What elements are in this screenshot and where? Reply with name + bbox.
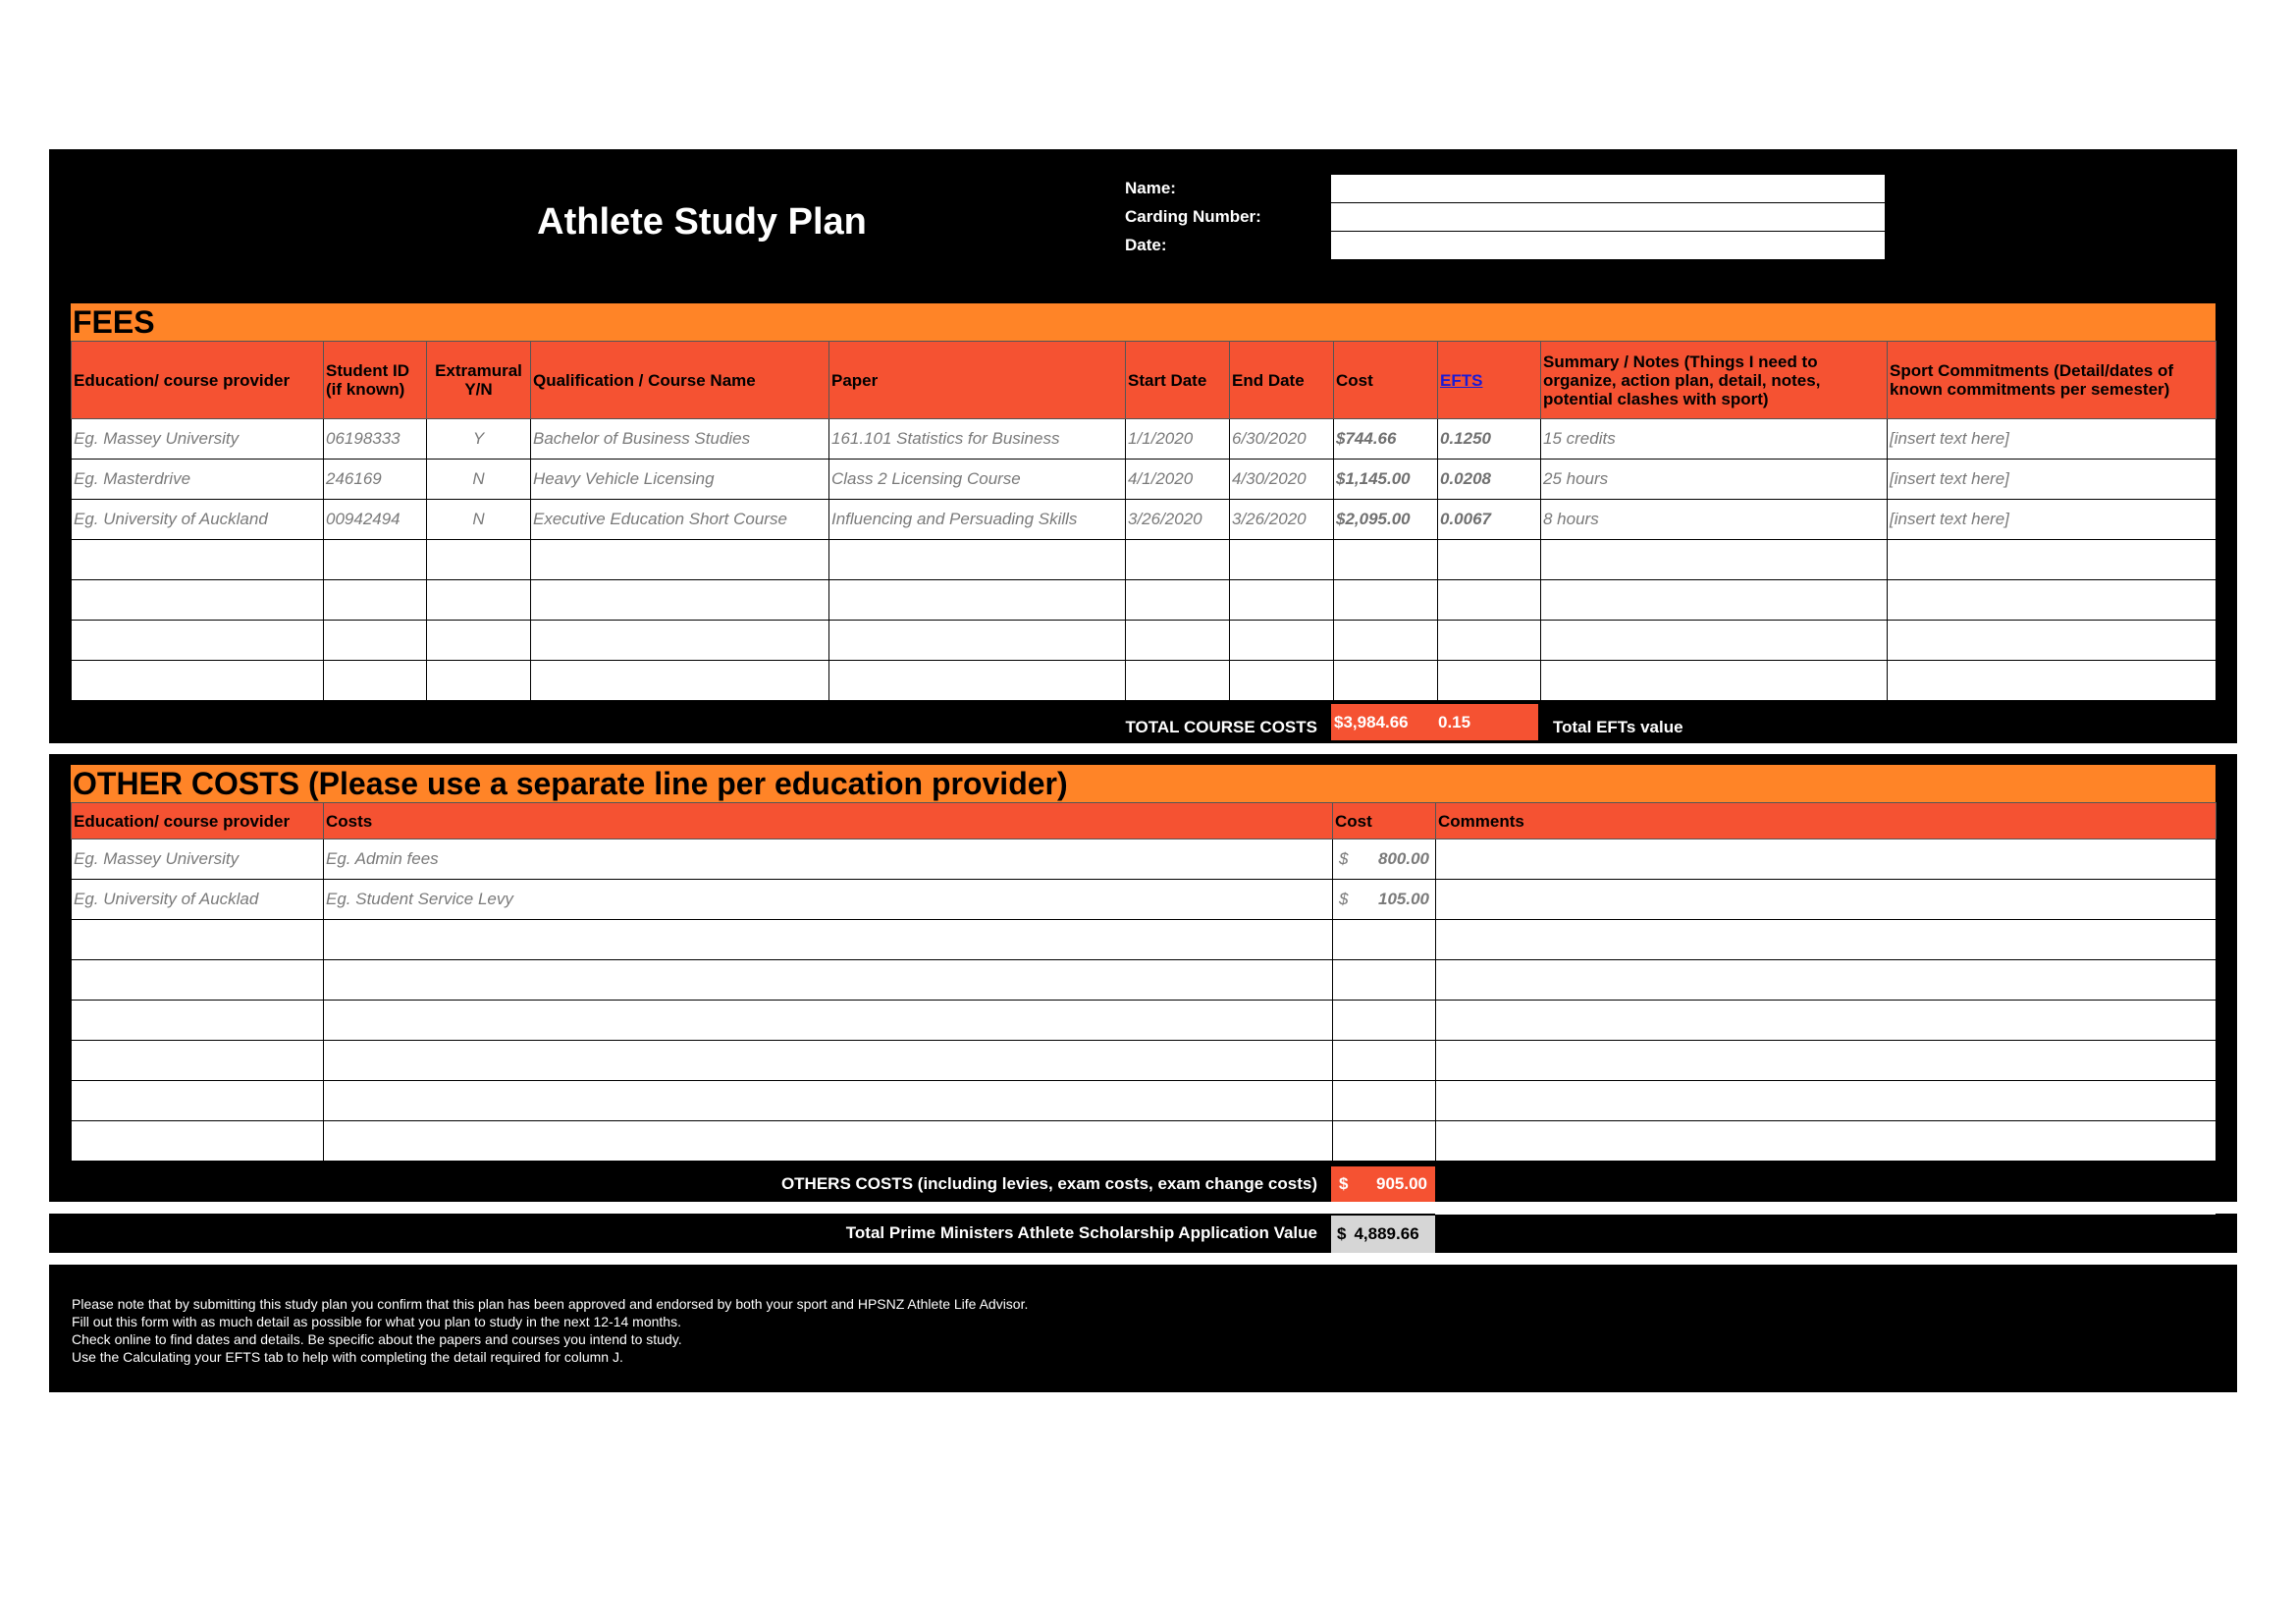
grand-total-value [1331,1216,1435,1253]
page-title: Athlete Study Plan [537,201,867,243]
fees-cell-extramural[interactable] [427,621,531,661]
other-cell-comments[interactable] [1436,839,2216,880]
other-cell-comments[interactable] [1436,960,2216,1001]
other-costs-total-amount: 905.00 [1376,1174,1427,1193]
other-costs-row [72,880,2216,920]
fees-row [72,460,2216,500]
other-costs-row [72,1081,2216,1121]
other-costs-total-label: OTHERS COSTS (including levies, exam costs, exam change costs) [780,1174,1317,1193]
fees-row [72,661,2216,701]
fees-row [72,419,2216,460]
other-cell-provider[interactable] [72,960,324,1001]
fees-cell-summary-notes[interactable]: 25 hours [1541,460,1888,500]
col-header-costs: Costs [324,803,1333,839]
fees-cell-end-date[interactable]: 6/30/2020 [1230,419,1334,460]
other-cell-provider[interactable] [72,1041,324,1081]
grand-total-label: Total Prime Ministers Athlete Scholarship Application Value [845,1223,1317,1242]
fees-cell-start-date[interactable] [1126,621,1230,661]
col-header-extramural: Extramural Y/N [427,342,531,419]
fees-cell-end-date[interactable]: 4/30/2020 [1230,460,1334,500]
fees-cell-end-date[interactable] [1230,621,1334,661]
fees-cell-start-date[interactable]: 3/26/2020 [1126,500,1230,540]
other-costs-row [72,960,2216,1001]
fees-cell-sport-commitments[interactable] [1888,621,2216,661]
fees-cell-paper[interactable]: Class 2 Licensing Course [829,460,1126,500]
name-field[interactable] [1330,174,1886,203]
fees-cell-qualification[interactable] [531,661,829,701]
other-cell-costs[interactable] [324,960,1333,1001]
col-header-student-id: Student ID (if known) [324,342,427,419]
fees-cell-start-date[interactable] [1126,580,1230,621]
fees-cell-qualification[interactable] [531,621,829,661]
grand-total-amount: 4,889.66 [1354,1224,1419,1243]
fees-cell-paper[interactable]: 161.101 Statistics for Business [829,419,1126,460]
note-line: Please note that by submitting this study plan you confirm that this plan has been approved and endorsed by both your sport and HPSNZ Athlete Life Advisor. [72,1296,1029,1312]
fees-cell-summary-notes[interactable] [1541,540,1888,580]
fees-cell-sport-commitments[interactable]: [insert text here] [1888,419,2216,460]
fees-cell-efts[interactable]: 0.0208 [1438,460,1541,500]
name-label: Name: [1125,179,1176,197]
fees-cell-qualification[interactable]: Heavy Vehicle Licensing [531,460,829,500]
fees-cell-efts[interactable] [1438,621,1541,661]
fees-row [72,500,2216,540]
other-cell-cost[interactable] [1333,1041,1436,1081]
fees-cell-cost[interactable] [1334,661,1438,701]
total-course-costs-label: TOTAL COURSE COSTS [1125,718,1317,736]
fees-cell-extramural[interactable]: N [427,500,531,540]
other-cell-provider[interactable] [72,1001,324,1041]
fees-cell-cost[interactable]: $1,145.00 [1334,460,1438,500]
fees-cell-sport-commitments[interactable] [1888,661,2216,701]
fees-cell-sport-commitments[interactable]: [insert text here] [1888,460,2216,500]
other-cell-comments[interactable] [1436,880,2216,920]
other-cell-costs[interactable] [324,1081,1333,1121]
fees-cell-efts[interactable]: 0.0067 [1438,500,1541,540]
other-cell-costs[interactable] [324,1001,1333,1041]
fees-cell-sport-commitments[interactable]: [insert text here] [1888,500,2216,540]
fees-cell-student-id[interactable]: 246169 [324,460,427,500]
fees-cell-sport-commitments[interactable] [1888,540,2216,580]
other-cell-cost[interactable] [1333,839,1436,880]
fees-cell-paper[interactable] [829,661,1126,701]
fees-cell-start-date[interactable] [1126,661,1230,701]
other-cell-cost[interactable] [1333,1081,1436,1121]
other-cell-provider[interactable] [72,1121,324,1162]
col-header-cost: Cost [1334,342,1438,419]
fees-cell-provider[interactable] [72,580,324,621]
grand-total-divider [1435,1214,2216,1253]
fees-row [72,580,2216,621]
other-cell-cost[interactable] [1333,1001,1436,1041]
total-efts-value: 0.15 [1435,704,1538,740]
grand-total-currency: $ [1337,1224,1347,1243]
fees-cell-student-id[interactable] [324,540,427,580]
fees-row [72,621,2216,661]
other-cell-costs[interactable] [324,1121,1333,1162]
fees-cell-student-id[interactable]: 06198333 [324,419,427,460]
other-cell-comments[interactable] [1436,1001,2216,1041]
fees-cell-extramural[interactable]: N [427,460,531,500]
fees-cell-provider[interactable]: Eg. University of Auckland [72,500,324,540]
fees-cell-student-id[interactable] [324,580,427,621]
other-cell-cost[interactable] [1333,880,1436,920]
fees-cell-cost[interactable]: $744.66 [1334,419,1438,460]
total-efts-label: Total EFTs value [1553,718,1683,736]
fees-table [71,341,2216,701]
fees-cell-efts[interactable] [1438,580,1541,621]
date-label: Date: [1125,236,1167,254]
other-costs-row [72,1121,2216,1162]
fees-cell-sport-commitments[interactable] [1888,580,2216,621]
other-costs-section-title: OTHER COSTS (Please use a separate line per education provider) [71,765,2216,802]
other-cell-cost[interactable] [1333,960,1436,1001]
col-header-summary-notes: Summary / Notes (Things I need to organize, action plan, detail, notes, potential clashes with sport) [1541,342,1888,419]
col-header-sport-commitments: Sport Commitments (Detail/dates of known commitments per semester) [1888,342,2216,419]
other-cell-amount: 800.00 [1378,849,1429,868]
note-line: Check online to find dates and details. Be specific about the papers and courses you intend to study. [72,1331,682,1347]
col-header-end-date: End Date [1230,342,1334,419]
fees-cell-student-id[interactable] [324,661,427,701]
fees-cell-summary-notes[interactable] [1541,580,1888,621]
other-cell-cost[interactable] [1333,1121,1436,1162]
other-costs-row [72,1041,2216,1081]
fees-cell-end-date[interactable] [1230,661,1334,701]
fees-cell-summary-notes[interactable]: 8 hours [1541,500,1888,540]
fees-cell-efts[interactable]: 0.1250 [1438,419,1541,460]
fees-cell-provider[interactable]: Eg. Masterdrive [72,460,324,500]
other-cell-costs[interactable]: Eg. Admin fees [324,839,1333,880]
fees-cell-efts[interactable] [1438,540,1541,580]
other-costs-row [72,1001,2216,1041]
fees-cell-summary-notes[interactable]: 15 credits [1541,419,1888,460]
carding-number-label: Carding Number: [1125,207,1261,226]
other-cell-currency: $ [1339,890,1349,908]
fees-cell-qualification[interactable]: Bachelor of Business Studies [531,419,829,460]
fees-cell-provider[interactable] [72,661,324,701]
fees-cell-cost[interactable]: $2,095.00 [1334,500,1438,540]
fees-cell-provider[interactable] [72,540,324,580]
fees-cell-paper[interactable]: Influencing and Persuading Skills [829,500,1126,540]
fees-cell-start-date[interactable]: 4/1/2020 [1126,460,1230,500]
other-costs-total-value [1331,1166,1435,1202]
other-costs-row [72,839,2216,880]
fees-section-title: FEES [71,303,2216,341]
other-cell-currency: $ [1339,849,1349,868]
fees-cell-provider[interactable] [72,621,324,661]
fees-cell-end-date[interactable]: 3/26/2020 [1230,500,1334,540]
col-header-cost: Cost [1333,803,1436,839]
fees-cell-extramural[interactable] [427,540,531,580]
fees-cell-paper[interactable] [829,580,1126,621]
fees-cell-paper[interactable] [829,621,1126,661]
fees-row [72,540,2216,580]
fees-cell-extramural[interactable] [427,580,531,621]
fees-cell-paper[interactable] [829,540,1126,580]
other-cell-costs[interactable] [324,1041,1333,1081]
other-cell-comments[interactable] [1436,1121,2216,1162]
other-cell-comments[interactable] [1436,1081,2216,1121]
other-cell-amount: 105.00 [1378,890,1429,908]
fees-cell-extramural[interactable] [427,661,531,701]
fees-cell-extramural[interactable]: Y [427,419,531,460]
note-line: Fill out this form with as much detail as possible for what you plan to study in the next 12-14 months. [72,1314,681,1329]
fees-cell-end-date[interactable] [1230,540,1334,580]
other-cell-comments[interactable] [1436,920,2216,960]
col-header-efts[interactable] [1438,342,1541,419]
fees-cell-cost[interactable] [1334,580,1438,621]
fees-cell-qualification[interactable] [531,580,829,621]
col-header-start-date: Start Date [1126,342,1230,419]
col-header-provider: Education/ course provider [72,803,324,839]
notes-text [72,1295,2182,1366]
fees-cell-provider[interactable]: Eg. Massey University [72,419,324,460]
other-cell-costs[interactable]: Eg. Student Service Levy [324,880,1333,920]
fees-cell-qualification[interactable]: Executive Education Short Course [531,500,829,540]
col-header-comments: Comments [1436,803,2216,839]
note-line: Use the Calculating your EFTS tab to help with completing the detail required for column J. [72,1349,623,1365]
fees-cell-start-date[interactable]: 1/1/2020 [1126,419,1230,460]
other-costs-row [72,920,2216,960]
fees-cell-start-date[interactable] [1126,540,1230,580]
other-cell-provider[interactable] [72,1081,324,1121]
fees-cell-end-date[interactable] [1230,580,1334,621]
other-costs-total-currency: $ [1339,1174,1349,1193]
other-cell-cost[interactable] [1333,920,1436,960]
other-cell-costs[interactable] [324,920,1333,960]
total-course-costs-value: $3,984.66 [1331,704,1435,740]
col-header-provider: Education/ course provider [72,342,324,419]
other-cell-provider[interactable] [72,920,324,960]
other-cell-comments[interactable] [1436,1041,2216,1081]
fees-cell-student-id[interactable]: 00942494 [324,500,427,540]
other-costs-table [71,802,2216,1162]
fees-cell-efts[interactable] [1438,661,1541,701]
other-cell-provider[interactable]: Eg. University of Aucklad [72,880,324,920]
fees-cell-qualification[interactable] [531,540,829,580]
date-field[interactable] [1330,231,1886,260]
fees-cell-summary-notes[interactable] [1541,661,1888,701]
efts-link[interactable]: EFTS [1440,370,1483,390]
col-header-qualification: Qualification / Course Name [531,342,829,419]
fees-cell-summary-notes[interactable] [1541,621,1888,661]
fees-cell-cost[interactable] [1334,621,1438,661]
carding-number-field[interactable] [1330,202,1886,232]
fees-cell-student-id[interactable] [324,621,427,661]
col-header-paper: Paper [829,342,1126,419]
fees-cell-cost[interactable] [1334,540,1438,580]
other-cell-provider[interactable]: Eg. Massey University [72,839,324,880]
